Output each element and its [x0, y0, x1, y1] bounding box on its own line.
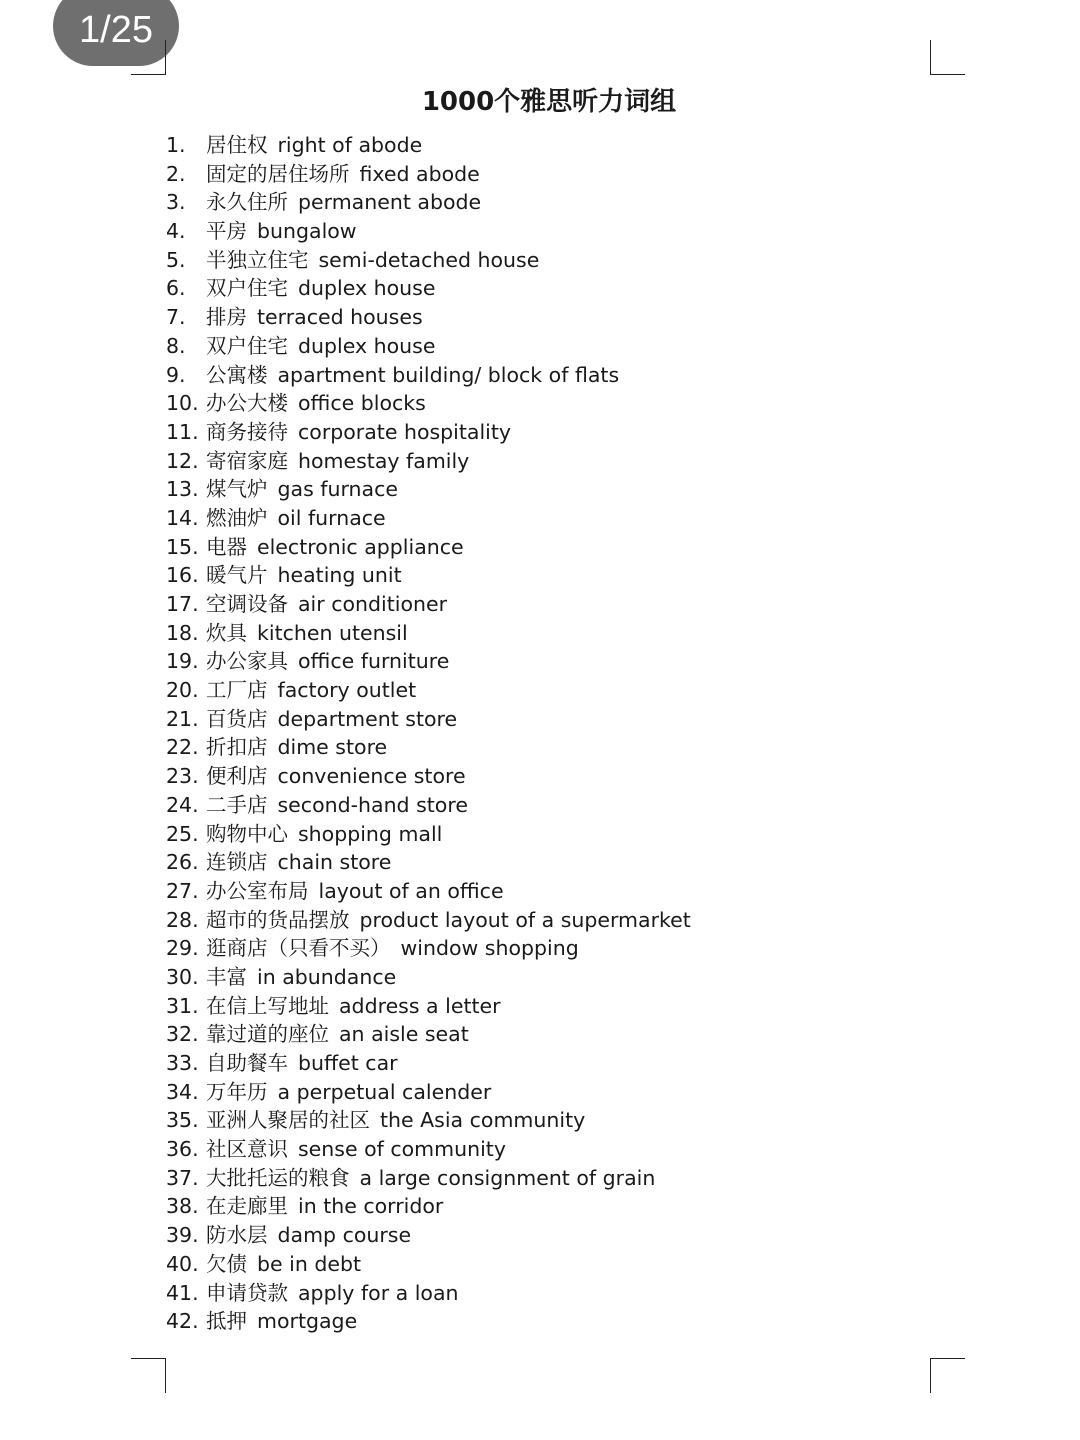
item-english: office furniture: [298, 649, 450, 674]
item-chinese: 寄宿家庭: [206, 448, 288, 473]
item-english: terraced houses: [257, 305, 423, 330]
list-item: [166, 361, 691, 390]
item-english: sense of community: [298, 1137, 506, 1162]
item-number: 36.: [166, 1137, 199, 1162]
item-number: 4.: [166, 219, 186, 244]
item-chinese: 逛商店（只看不买）: [206, 936, 391, 961]
item-number: 39.: [166, 1223, 199, 1248]
item-english: an aisle seat: [339, 1022, 469, 1047]
item-chinese: 工厂店: [206, 678, 268, 703]
item-english: a perpetual calender: [277, 1079, 492, 1104]
item-english: chain store: [277, 850, 392, 875]
item-number: 33.: [166, 1051, 199, 1075]
crop-mark-bottom-right: [930, 1358, 965, 1393]
item-number: 32.: [166, 1022, 199, 1047]
list-item: [166, 1221, 691, 1250]
list-item: [166, 1106, 691, 1135]
item-chinese: 丰富: [206, 964, 247, 989]
item-english: kitchen utensil: [257, 620, 408, 645]
list-item: [166, 1250, 691, 1279]
list-item: [166, 1279, 691, 1308]
item-number: 11.: [166, 419, 199, 444]
item-chinese: 空调设备: [206, 592, 288, 616]
item-number: 21.: [166, 706, 199, 731]
item-number: 41.: [166, 1280, 199, 1305]
item-english: shopping mall: [298, 821, 443, 846]
list-item: [166, 705, 691, 734]
list-item: [166, 131, 691, 160]
item-english: fixed abode: [359, 161, 480, 186]
item-number: 40.: [166, 1251, 199, 1276]
item-english: semi-detached house: [318, 247, 540, 272]
item-english: convenience store: [277, 764, 466, 789]
item-number: 13.: [166, 477, 199, 502]
item-number: 30.: [166, 964, 199, 989]
list-item: [166, 820, 691, 849]
list-item: [166, 217, 691, 246]
list-item: [166, 848, 691, 877]
item-number: 25.: [166, 821, 199, 846]
list-item: [166, 418, 691, 447]
item-english: mortgage: [257, 1309, 358, 1334]
item-number: 29.: [166, 936, 199, 961]
list-item: [166, 733, 691, 762]
item-number: 27.: [166, 878, 199, 903]
item-number: 26.: [166, 850, 199, 875]
list-item: [166, 934, 691, 963]
vocab-list: [166, 131, 691, 1336]
item-chinese: 双户住宅: [206, 333, 288, 358]
item-number: 24.: [166, 792, 199, 817]
item-number: 22.: [166, 735, 199, 760]
item-chinese: 自助餐车: [206, 1051, 288, 1075]
item-chinese: 商务接待: [206, 419, 288, 444]
item-chinese: 炊具: [206, 620, 247, 645]
item-chinese: 防水层: [206, 1223, 268, 1248]
list-item: [166, 475, 691, 504]
item-english: apartment building/ block of flats: [277, 362, 620, 387]
item-english: address a letter: [339, 993, 501, 1018]
item-number: 16.: [166, 563, 199, 588]
item-number: 34.: [166, 1079, 199, 1104]
item-chinese: 便利店: [206, 764, 268, 789]
item-chinese: 二手店: [206, 792, 268, 817]
item-number: 37.: [166, 1165, 199, 1190]
item-english: the Asia community: [380, 1108, 586, 1133]
item-number: 8.: [166, 333, 186, 358]
list-item: [166, 791, 691, 820]
item-chinese: 办公室布局: [206, 878, 309, 903]
item-chinese: 在走廊里: [206, 1194, 288, 1219]
list-item: [166, 533, 691, 562]
list-item: [166, 504, 691, 533]
item-english: factory outlet: [277, 678, 417, 703]
list-item: [166, 1135, 691, 1164]
list-item: [166, 877, 691, 906]
item-english: permanent abode: [298, 190, 482, 215]
item-number: 3.: [166, 190, 186, 215]
item-number: 18.: [166, 620, 199, 645]
list-item: [166, 303, 691, 332]
list-item: [166, 1192, 691, 1221]
item-chinese: 固定的居住场所: [206, 161, 350, 186]
item-english: damp course: [277, 1223, 412, 1248]
list-item: [166, 332, 691, 361]
list-item: [166, 1049, 691, 1078]
item-number: 7.: [166, 305, 186, 330]
item-english: right of abode: [277, 133, 423, 157]
item-chinese: 在信上写地址: [206, 993, 329, 1018]
item-english: homestay family: [298, 448, 470, 473]
list-item: [166, 963, 691, 992]
list-item: [166, 992, 691, 1021]
item-chinese: 平房: [206, 219, 247, 244]
item-english: air conditioner: [298, 592, 448, 616]
list-item: [166, 1164, 691, 1193]
item-number: 9.: [166, 362, 186, 387]
item-chinese: 社区意识: [206, 1137, 288, 1162]
item-english: corporate hospitality: [298, 419, 512, 444]
item-english: buffet car: [298, 1051, 398, 1075]
item-english: duplex house: [298, 333, 436, 358]
item-number: 14.: [166, 505, 199, 530]
item-chinese: 双户住宅: [206, 276, 288, 301]
item-number: 12.: [166, 448, 199, 473]
item-number: 2.: [166, 161, 186, 186]
item-number: 42.: [166, 1309, 199, 1334]
item-chinese: 煤气炉: [206, 477, 268, 502]
item-english: oil furnace: [277, 505, 386, 530]
item-number: 17.: [166, 592, 199, 616]
item-chinese: 永久住所: [206, 190, 288, 215]
item-english: bungalow: [257, 219, 357, 244]
list-item: [166, 762, 691, 791]
list-item: [166, 906, 691, 935]
item-chinese: 购物中心: [206, 821, 288, 846]
item-chinese: 公寓楼: [206, 362, 268, 387]
list-item: [166, 246, 691, 275]
item-chinese: 折扣店: [206, 735, 268, 760]
item-number: 6.: [166, 276, 186, 301]
list-item: [166, 561, 691, 590]
item-chinese: 办公家具: [206, 649, 288, 674]
item-chinese: 燃油炉: [206, 505, 268, 530]
crop-mark-bottom-left: [131, 1358, 166, 1393]
item-english: in abundance: [257, 964, 397, 989]
item-chinese: 亚洲人聚居的社区: [206, 1108, 370, 1133]
list-item: [166, 447, 691, 476]
item-chinese: 大批托运的粮食: [206, 1165, 350, 1190]
document-title: 1000个雅思听力词组: [421, 87, 677, 117]
item-number: 15.: [166, 534, 199, 559]
item-english: dime store: [277, 735, 388, 760]
item-number: 38.: [166, 1194, 199, 1219]
item-number: 35.: [166, 1108, 199, 1133]
list-item: [166, 676, 691, 705]
list-item: [166, 647, 691, 676]
page-counter-text: 1/25: [79, 9, 153, 51]
item-chinese: 暖气片: [206, 563, 268, 588]
item-chinese: 抵押: [206, 1309, 247, 1334]
item-english: electronic appliance: [257, 534, 464, 559]
item-chinese: 办公大楼: [206, 391, 288, 416]
item-english: second-hand store: [277, 792, 468, 817]
item-number: 19.: [166, 649, 199, 674]
item-chinese: 万年历: [206, 1079, 268, 1104]
list-item: [166, 389, 691, 418]
item-english: window shopping: [400, 936, 579, 961]
item-chinese: 半独立住宅: [206, 247, 309, 272]
item-english: office blocks: [298, 391, 426, 416]
item-chinese: 居住权: [206, 133, 268, 157]
item-number: 20.: [166, 678, 199, 703]
item-english: duplex house: [298, 276, 436, 301]
item-english: heating unit: [277, 563, 402, 588]
list-item: [166, 160, 691, 189]
list-item: [166, 619, 691, 648]
list-item: [166, 274, 691, 303]
item-english: layout of an office: [318, 878, 504, 903]
item-chinese: 欠债: [206, 1251, 247, 1276]
item-english: department store: [277, 706, 458, 731]
list-item: [166, 1078, 691, 1107]
item-english: product layout of a supermarket: [359, 907, 691, 932]
item-chinese: 申请贷款: [206, 1280, 288, 1305]
item-chinese: 电器: [206, 534, 247, 559]
item-chinese: 百货店: [206, 706, 268, 731]
crop-mark-top-right: [930, 40, 965, 75]
item-chinese: 排房: [206, 305, 247, 330]
item-number: 31.: [166, 993, 199, 1018]
item-chinese: 连锁店: [206, 850, 268, 875]
list-item: [166, 1307, 691, 1336]
item-chinese: 超市的货品摆放: [206, 907, 350, 932]
item-english: gas furnace: [277, 477, 398, 502]
item-english: in the corridor: [298, 1194, 444, 1219]
item-number: 28.: [166, 907, 199, 932]
item-number: 5.: [166, 247, 186, 272]
item-number: 1.: [166, 133, 186, 157]
item-english: a large consignment of grain: [359, 1165, 656, 1190]
item-english: apply for a loan: [298, 1280, 459, 1305]
item-number: 23.: [166, 764, 199, 789]
list-item: [166, 1020, 691, 1049]
item-number: 10.: [166, 391, 199, 416]
list-item: [166, 590, 691, 619]
crop-mark-top-left: [131, 40, 166, 75]
list-item: [166, 188, 691, 217]
item-english: be in debt: [257, 1251, 362, 1276]
item-chinese: 靠过道的座位: [206, 1022, 329, 1047]
